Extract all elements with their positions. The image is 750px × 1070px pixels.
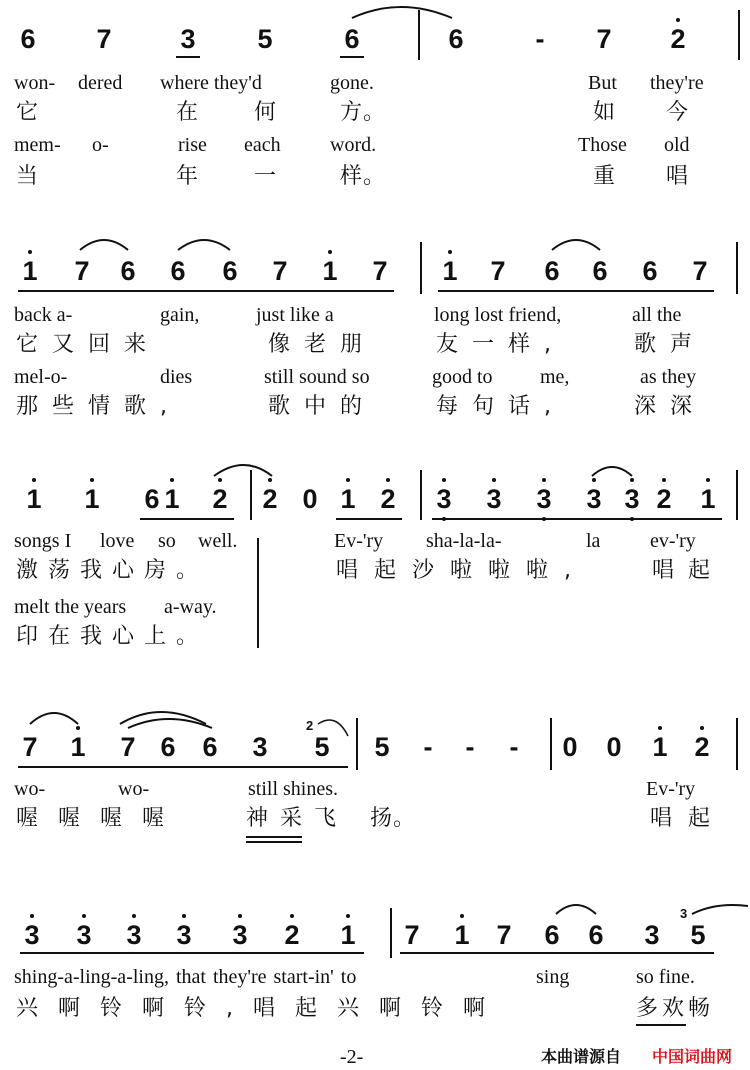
lyric-en: long lost friend, bbox=[434, 304, 562, 326]
note: 2 bbox=[280, 920, 304, 950]
note: - bbox=[509, 732, 519, 762]
note: 0 bbox=[606, 732, 622, 762]
note: - bbox=[535, 24, 545, 54]
note: 3 bbox=[180, 24, 196, 54]
note: 1 bbox=[438, 256, 462, 286]
note: 3 bbox=[20, 920, 44, 950]
note: 5 bbox=[690, 920, 706, 950]
lyric-en: wo- bbox=[118, 778, 150, 800]
note: 2 bbox=[258, 484, 282, 514]
note: 6 bbox=[20, 24, 36, 54]
slur-marks bbox=[0, 230, 750, 310]
note: 3 bbox=[72, 920, 96, 950]
note: 7 bbox=[272, 256, 288, 286]
lyric-en: melt the years bbox=[14, 596, 127, 618]
lyric-zh: 唱起 bbox=[652, 558, 725, 583]
lyric-en: Ev-'ry bbox=[334, 530, 384, 552]
note: 1 bbox=[336, 920, 360, 950]
note: 5 bbox=[257, 24, 273, 54]
lyric-en: rise bbox=[178, 134, 207, 156]
lyric-en: still sound so bbox=[264, 366, 370, 388]
lyric-en: still shines. bbox=[248, 778, 339, 800]
note: 7 bbox=[596, 24, 612, 54]
note: 3 bbox=[620, 484, 644, 514]
note: 7 bbox=[692, 256, 708, 286]
note: 2 bbox=[652, 484, 676, 514]
lyric-zh: 如 bbox=[593, 100, 617, 125]
note: 1 bbox=[160, 484, 184, 514]
note: 5 bbox=[374, 732, 390, 762]
lyric-en: each bbox=[244, 134, 281, 156]
lyric-en: so fine. bbox=[636, 966, 695, 988]
note: 6 bbox=[170, 256, 186, 286]
note: 6 bbox=[592, 256, 608, 286]
lyric-en: where they'd bbox=[160, 72, 262, 94]
note: 7 bbox=[96, 24, 112, 54]
lyric-en: all the bbox=[632, 304, 682, 326]
note: 5 bbox=[314, 732, 330, 762]
note: 1 bbox=[696, 484, 720, 514]
lyric-en: word. bbox=[330, 134, 377, 156]
note: 6 bbox=[642, 256, 658, 286]
note: 3 bbox=[532, 484, 556, 514]
note: 3 bbox=[252, 732, 268, 762]
note: 6 bbox=[222, 256, 238, 286]
note: 2 bbox=[666, 24, 690, 54]
lyric-zh: 喔喔喔喔 bbox=[16, 806, 185, 831]
lyric-zh: 何 bbox=[254, 100, 278, 125]
slur-marks bbox=[0, 0, 750, 80]
note: 0 bbox=[562, 732, 578, 762]
lyric-en: dies bbox=[160, 366, 193, 388]
lyric-en: won- bbox=[14, 72, 56, 94]
lyric-zh: 唱 bbox=[666, 164, 690, 189]
lyric-en: songs I bbox=[14, 530, 72, 552]
note: 1 bbox=[18, 256, 42, 286]
note: 3 bbox=[482, 484, 506, 514]
grace-note: 2 bbox=[306, 718, 314, 733]
lyric-en: Those bbox=[578, 134, 627, 156]
note: 3 bbox=[582, 484, 606, 514]
note: 6 bbox=[544, 920, 560, 950]
lyric-en: mem- bbox=[14, 134, 61, 156]
lyric-en: love bbox=[100, 530, 135, 552]
lyric-zh: 方。 bbox=[340, 100, 387, 125]
lyric-zh: 年 bbox=[176, 164, 200, 189]
note: 7 bbox=[22, 732, 38, 762]
lyric-zh: 唱起 bbox=[650, 806, 727, 831]
lyric-en: sing bbox=[536, 966, 570, 988]
lyric-en: so bbox=[158, 530, 176, 552]
lyric-zh: 一 bbox=[254, 164, 278, 189]
brand-link[interactable]: 中国词曲网 bbox=[652, 1047, 733, 1066]
note: 1 bbox=[318, 256, 342, 286]
page-number: -2- bbox=[340, 1046, 364, 1068]
note: 1 bbox=[648, 732, 672, 762]
note: 7 bbox=[120, 732, 136, 762]
lyric-zh: 样。 bbox=[340, 164, 387, 189]
lyric-en: well. bbox=[198, 530, 238, 552]
note: 1 bbox=[22, 484, 46, 514]
lyric-zh: 每句话, bbox=[436, 394, 565, 419]
lyric-zh: 今 bbox=[666, 100, 690, 125]
note: 6 bbox=[144, 484, 160, 514]
lyric-zh: 当 bbox=[16, 164, 40, 189]
note: 7 bbox=[490, 256, 506, 286]
lyric-en: back a- bbox=[14, 304, 73, 326]
lyric-en: mel-o- bbox=[14, 366, 68, 388]
lyric-en: just like a bbox=[256, 304, 334, 326]
note: 3 bbox=[228, 920, 252, 950]
lyric-zh: 它又回来 bbox=[16, 332, 161, 357]
note: 1 bbox=[336, 484, 360, 514]
lyric-zh: 歌中的 bbox=[268, 394, 377, 419]
grace-note: 3 bbox=[680, 906, 688, 921]
lyric-en: o- bbox=[92, 134, 109, 156]
lyric-en: a-way. bbox=[164, 596, 217, 618]
note: 1 bbox=[450, 920, 474, 950]
lyric-zh: 那些情歌, bbox=[16, 394, 181, 419]
lyric-en: But bbox=[588, 72, 617, 94]
lyric-zh: 印在我心上。 bbox=[16, 624, 209, 649]
lyric-en: me, bbox=[540, 366, 570, 388]
note: 3 bbox=[122, 920, 146, 950]
note: 1 bbox=[80, 484, 104, 514]
note: 3 bbox=[432, 484, 456, 514]
lyric-zh: 歌声 bbox=[634, 332, 707, 357]
lyric-zh: 神采飞 bbox=[246, 806, 349, 831]
note: - bbox=[465, 732, 475, 762]
lyric-en: they're bbox=[650, 72, 704, 94]
lyric-en: as they bbox=[640, 366, 697, 388]
lyric-en: wo- bbox=[14, 778, 46, 800]
lyric-en: dered bbox=[78, 72, 123, 94]
lyric-en: old bbox=[664, 134, 690, 156]
lyric-zh: 兴啊铃啊铃,唱起兴啊铃啊 bbox=[16, 996, 505, 1021]
note: 2 bbox=[690, 732, 714, 762]
lyric-en: Ev-'ry bbox=[646, 778, 696, 800]
note: 3 bbox=[644, 920, 660, 950]
note: 2 bbox=[376, 484, 400, 514]
lyric-zh: 在 bbox=[176, 100, 200, 125]
lyric-zh: 像老朋 bbox=[268, 332, 377, 357]
note: 6 bbox=[120, 256, 136, 286]
note: 6 bbox=[588, 920, 604, 950]
slur-marks bbox=[0, 460, 750, 540]
note: 6 bbox=[202, 732, 218, 762]
note: 7 bbox=[74, 256, 90, 286]
note: 6 bbox=[544, 256, 560, 286]
note: 6 bbox=[448, 24, 464, 54]
lyric-en: gain, bbox=[160, 304, 200, 326]
lyric-en: shing-a-ling-a-ling, that they're start-in' to bbox=[14, 966, 357, 988]
lyric-zh: 多欢畅 bbox=[636, 996, 715, 1021]
note: 2 bbox=[208, 484, 232, 514]
note: 7 bbox=[496, 920, 512, 950]
note: 6 bbox=[344, 24, 360, 54]
note: 3 bbox=[172, 920, 196, 950]
lyric-en: sha-la-la- bbox=[426, 530, 502, 552]
lyric-zh: 重 bbox=[593, 164, 617, 189]
note: - bbox=[423, 732, 433, 762]
lyric-zh: 友一样, bbox=[436, 332, 565, 357]
lyric-en: gone. bbox=[330, 72, 374, 94]
slur-marks bbox=[0, 706, 750, 786]
lyric-zh: 深深 bbox=[634, 394, 707, 419]
note: 7 bbox=[404, 920, 420, 950]
note: 6 bbox=[160, 732, 176, 762]
lyric-zh: 扬。 bbox=[370, 806, 417, 831]
note: 1 bbox=[66, 732, 90, 762]
lyric-en: good to bbox=[432, 366, 493, 388]
lyric-zh: 唱起沙啦啦啦, bbox=[336, 558, 587, 583]
lyric-zh: 激荡我心房。 bbox=[16, 558, 209, 583]
lyric-en: la bbox=[586, 530, 601, 552]
source-label: 本曲谱源自 bbox=[541, 1047, 622, 1066]
lyric-en: ev-'ry bbox=[650, 530, 696, 552]
lyric-zh: 它 bbox=[16, 100, 40, 125]
note: 7 bbox=[372, 256, 388, 286]
note: 0 bbox=[302, 484, 318, 514]
